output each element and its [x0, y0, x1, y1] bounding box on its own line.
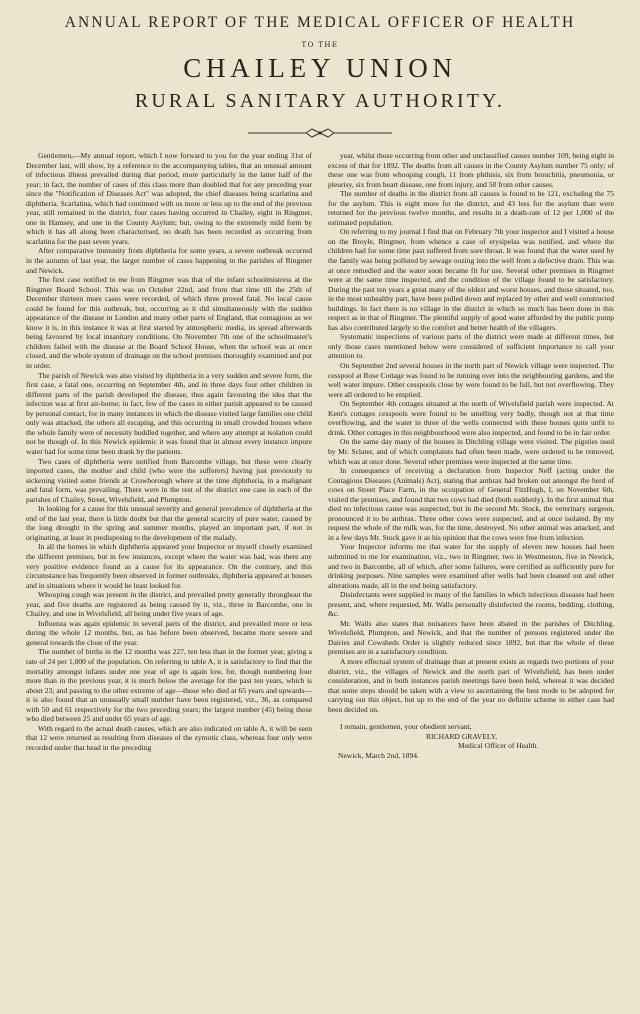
paragraph: On referring to my journal I find that on February 7th your inspector and I visited a house on the Broyle, Ringmer, from whence a case of erysipelas was notified, and where the children had for some time past suffered from sore throat. It was found that the water used by the family was being polluted by sewage oozing into the well from a defective drain. This was at once remedied and the water soon became fit for use. Several other premises in Ringmer were at the same time inspected, and the condition of the village found to be satisfactory. During the past ten years a great many of the oldest and worst houses, and those situated, too, in the most unhealthy part, have been pulled down and replaced by other and well constructed buildings. In fact there is no village in the district in which so much has been done in this respect as in that of Ringmer. The plentiful supply of good water afforded by the public pump has also contributed largely to the comfort and better health of the villagers. — [328, 227, 614, 332]
paragraph: Influenza was again epidemic in several parts of the district, and prevailed more or less during the whole 12 months, but, as has before been observed, became more severe and general towards the close of the year. — [26, 618, 312, 647]
paragraph: Mr. Walls also states that nuisances have been abated in the parishes of Ditchling, Wivelsfield, Plumpton, and Newick, and that the number of persons registered under the Dairies and Cowsheds Order is slightly reduced since 1892, but that the whole of these premises are in a satisfactory condition. — [328, 618, 614, 657]
paragraph: The first case notified to me from Ringmer was that of the infant schoolmistress at the Ringmer Board School. This was on October 22nd, and from that time till the 25th of December thirteen more cases were recorded, of which three proved fatal. No local cause could be found for this outbreak, but, occurring as it did simultaneously with the sudden appearance of the disease in London and many other parts of England, that contagious as we know it is, in this instance it was at first started by atmospheric media, its spread afterwards being favoured by local insanitary conditions. On November 7th one of the schoolmaster's children failed with the disease at the Board School House, when the school was at once closed, and the whole system of drainage on the school premises thoroughly examined and put in order. — [26, 275, 312, 371]
paragraph: Disinfectants were supplied to many of the families in which infectious diseases had been present, and, where requested, Mr. Walls personally disinfected the rooms, bedding, clothing, &c. — [328, 590, 614, 619]
authority-name: RURAL SANITARY AUTHORITY. — [134, 90, 506, 112]
paragraph: The number of births in the 12 months was 227, ten less than in the former year, giving a rate of 24 per 1,000 of the population. On referring to table A, it is satisfactory to find that the mortality amongst infants under one year of age is again low, for, though numbering four more than in the previous year, it is much below the average for the past ten years, which is about 23; and passing to the other extreme of age—those who died at 65 years and upwards—it is also found that an unusually small number have been registered, viz., 36, as compared with 50 and 61 respectively for the two preceding years; the largest number (45) being those who died between 25 and under 65 years of age. — [26, 647, 312, 724]
right-column-paragraphs — [328, 151, 614, 714]
paragraph: Your Inspector informs me that water for the supply of eleven new houses had been submitted to me for examination, viz., two in Ringmer, two in Westmeston, five in Newick, and two in Barcombe, all of which, after some failures, were certified as sufficiently pure for drinking purposes. Nine samples were examined after wells had been cleaned out and other alterations made, all in the end being satisfactory. — [328, 542, 614, 590]
report-title: ANNUAL REPORT OF THE MEDICAL OFFICER OF HEALTH — [64, 14, 576, 31]
closing-signature — [328, 722, 614, 760]
paragraph: In all the homes in which diphtheria appeared your Inspector or myself closely examined the different premises, but in few instances, except where the water was bad, was there any very positive evidence found as a cause for its appearance. On the contrary, and this circumstance has frequently been observed in former outbreaks, diphtheria appeared at houses and in situations where it would be least looked for. — [26, 542, 312, 590]
signatory-role: Medical Officer of Health. — [458, 741, 539, 751]
left-column — [26, 151, 312, 986]
salutation: I remain, gentlemen, your obedient servant, — [340, 722, 472, 732]
paragraph: On the same day many of the houses in Ditchling village were visited. The pigsties used by Mr. Sclater, and of which complaints had often been made, were ordered to be removed, which was at once done. Several other premises were inspected at the same time. — [328, 437, 614, 466]
paragraph: The parish of Newick was also visited by diphtheria in a very sudden and severe form, the first case, a fatal one, occurring on September 4th, and in three days four other children in different parts of the parish developed the disease, thus again favouring the idea that the infection was at first air-borne; in fact, few of the cases in either parish appeared to be caused by personal contact, for in many instances in which the disease visited large families one child only was attacked, the others all escaping, and this occurring in small crowded houses where the whole family were of necessity huddled together, and where any attempt at isolation could not be though of. In this Newick epidemic it was found that in almost every instance impure water had for some time been drank by the patients. — [26, 370, 312, 456]
to-the-line: TO THE — [301, 41, 339, 49]
paragraph: Two cases of diphtheria were notified from Barcombe village, but these were clearly imported cases, the mother and child (who were the sufferers) having just previously to sickening visited some friends at Crowborough where at the time diphtheria, in a malignant and fatal form, was prevailing. There were in the rest of the district one case in each of the parishes of Chailey, Street, Wivelsfield, and Plumpton. — [26, 456, 312, 504]
paragraph: With regard to the actual death causes, which are also indicated on table A, it will be seen that 12 were returned as resulting from diseases of the zymotic class, whereas four only were recorded under that head in the preceding — [26, 723, 312, 752]
paragraph: year, whilst those occurring from other and unclassified causes number 109, being eight in excess of that for 1892. The deaths from all causes in the County Asylum number 75 only; of these one was from whooping cough, 11 from phthisis, six from bronchitis, pneumonia, or pleurisy, six from heart disease, one from injury, and 50 from other causes. — [328, 151, 614, 189]
paragraph: Gentlemen,—My annual report, which I now forward to you for the year ending 31st of December last, will show, by a reference to the accompanying tables, that an unusual amount of infectious illness prevailed during that period, more particularly in the latter half of the year; in fact, the number of cases of this class more than doubled that for any preceding year since the "Notification of Diseases Act" was adopted, the chief diseases being scarlatina and diphtheria. Scarlatina, which had continued with us more or less up to the end of the previous year, still remained in the district, four cases having occurred in Chailey, eight in Ringmer, one in Hamsey, and one in the County Asylum; but, owing to the extremely mild form by which it has all along been characterised, no death has been recorded as occurring from scarlatina for the past seven years. — [26, 151, 312, 246]
paragraph: In consequence of receiving a declaration from Inspector Neff (acting under the Contagious Diseases (Animals) Act), stating that anthrax had broken out amongst the herd of cows on Street Place Farm, in the occupation of General FitzHugh, I, on November 6th, visited the premises, and found that two cows had died (both suddenly). In the first animal that died no infectious cause was suspected, but in the second Mr. Stock, the veterinary surgeon, pronounced it to be anthrax. Three other cows were suspected, and at once isolated. By my request the whole of the milk was, for the time, destroyed. No other animal was attacked, and in a few days Mr. Stock gave it as his opinion that the cows were free from infection. — [328, 466, 614, 542]
ornamental-rule-icon — [248, 127, 392, 139]
paragraph: In looking for a cause for this unusual severity and general prevalence of diphtheria at the end of the last year, there is little doubt but that the general scarcity of pure water, caused by the long drought in the spring and summer months, played an important part, if not in originating, at least in predisposing to the development of the malady. — [26, 504, 312, 542]
signatory-name: RICHARD GRAVELY, — [426, 731, 498, 741]
paragraph: Systematic inspections of various parts of the district were made at different times, but only those cases mentioned below were considered of sufficient importance to call your attention to. — [328, 332, 614, 361]
paragraph: The number of deaths in the district from all causes is found to be 121, excluding the 75 for the asylum. This is eight more for the district, and 43 less for the asylum than were returned for the previous twelve months, and results in a death-rate of 12 per 1,000 of the estimated population. — [328, 189, 614, 227]
union-name: CHAILEY UNION — [183, 53, 457, 83]
paragraph: Whooping cough was present in the district, and prevailed pretty generally throughout the year, and five deaths are registered as being caused by it, viz., three in Barcombe, one in Chailey, and one in Wivelsfield, all being under five years of age. — [26, 590, 312, 619]
right-column — [328, 151, 614, 986]
paragraph: A more effectual system of drainage than at present exists as regards two portions of your district, viz., the villages of Newick and the north part of Wivelsfield, has been under consideration, and in both instances parish meetings have been held, whereat it was decided that some steps should be taken with a view to ascertaining the best mode to be adopted for carrying out this object, but up to the end of the year no definite scheme in either case had been decided on. — [328, 656, 614, 714]
paragraph: On September 4th cottages situated at the north of Wivelsfield parish were inspected. At Kent's cottages cesspools were found to be smelling very badly, though not at that time overflowing, and the water in three of the wells connected with these houses quite unfit to drink. Other cottages in this neighbourhood were also inspected, and found to be in fair order. — [328, 399, 614, 437]
paragraph: After comparative immunity from diphtheria for some years, a severe outbreak occurred in the autumn of last year, the larger number of cases happening in the parishes of Ringmer and Newick. — [26, 246, 312, 275]
paragraph: On September 2nd several houses in the north part of Newick village were inspected. The cesspool at Rose Cottage was found to be running over into the neighbouring gardens, and the well water impure. Other cesspools close by were found to be full, but not overflowing. They were all ordered to be emptied. — [328, 361, 614, 399]
place-date: Newick, March 2nd, 1894. — [338, 751, 419, 761]
report-body — [26, 151, 614, 986]
